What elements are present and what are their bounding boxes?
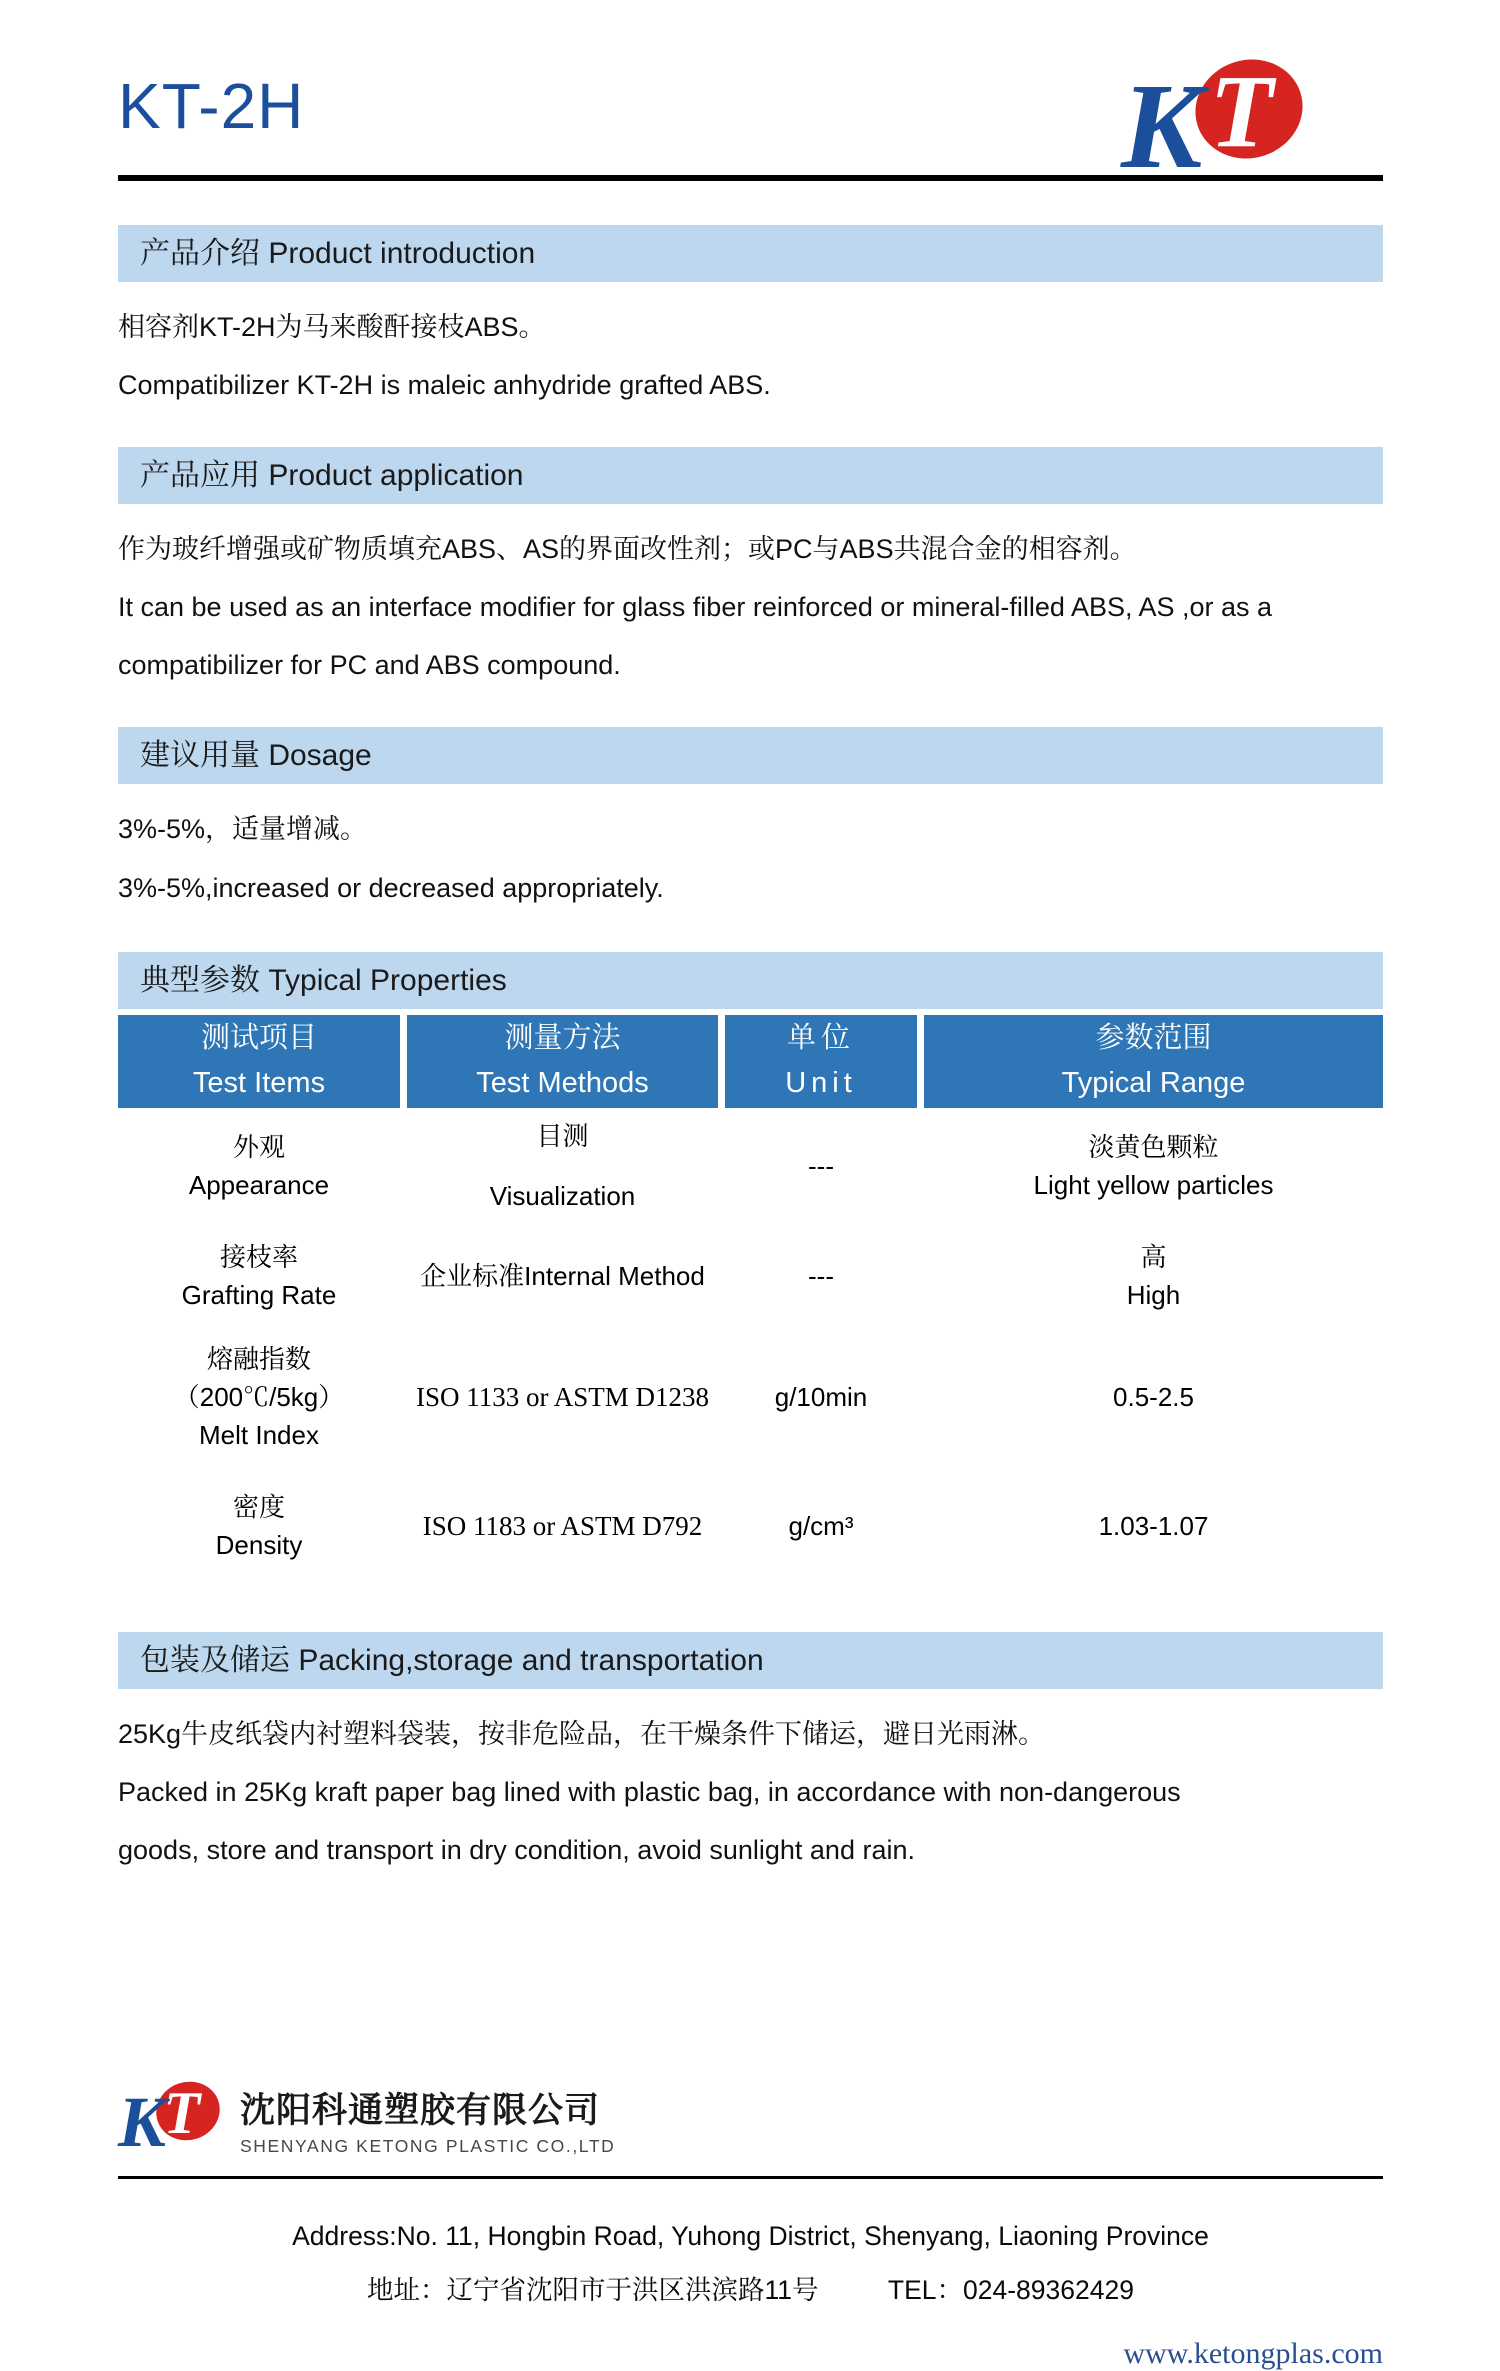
packing-text-en-2: goods, store and transport in dry condition, avoid sunlight and rain. <box>118 1834 915 1865</box>
application-heading: 产品应用 Product application <box>118 447 1383 504</box>
packing-text-zh: 25Kg牛皮纸袋内衬塑料袋装，按非危险品，在干燥条件下储运，避日光雨淋。 <box>118 1718 1046 1749</box>
cell-test-method: ISO 1133 or ASTM D1238 <box>415 1382 710 1413</box>
introduction-heading: 产品介绍 Product introduction <box>118 225 1383 282</box>
website-row <box>118 2337 1383 2371</box>
footer-brand <box>118 2080 1383 2160</box>
packing-heading: 包装及储运 Packing,storage and transportation <box>118 1632 1383 1689</box>
cell-method-en: Visualization <box>489 1180 636 1211</box>
column-header-zh: 测量方法 <box>504 1022 621 1055</box>
table-row-density <box>118 1468 1383 1586</box>
table-row-grafting-rate <box>118 1226 1383 1328</box>
dosage-heading: 建议用量 Dosage <box>118 727 1383 784</box>
cell-item-zh: 接枝率 <box>219 1241 298 1272</box>
address-zh: 地址：辽宁省沈阳市于洪区洪滨路11号 <box>367 2274 819 2305</box>
cell-range-zh: 高 <box>1140 1241 1167 1272</box>
address-en: Address:No. 11, Hongbin Road, Yuhong District, Shenyang, Liaoning Province <box>292 2220 1209 2251</box>
properties-table <box>118 1015 1383 1586</box>
column-header-en: Typical Range <box>1061 1067 1246 1100</box>
cell-item-zh: 密度 <box>232 1491 285 1522</box>
company-name-en: SHENYANG KETONG PLASTIC CO.,LTD <box>240 2135 616 2156</box>
cell-typical-range: 1.03-1.07 <box>1098 1510 1209 1541</box>
application-text-en-2: compatibilizer for PC and ABS compound. <box>118 650 621 681</box>
website-link[interactable]: www.ketongplas.com <box>1123 2336 1383 2370</box>
column-header-en: Unit <box>785 1067 857 1100</box>
introduction-text-en: Compatibilizer KT-2H is maleic anhydride grafted ABS. <box>118 370 771 401</box>
cell-item-zh: 外观 <box>232 1131 285 1162</box>
cell-item-en: Melt Index <box>199 1419 319 1450</box>
column-header-en: Test Items <box>192 1067 326 1100</box>
column-header-zh: 单位 <box>786 1022 855 1055</box>
page-footer <box>118 2080 1383 2371</box>
section-properties <box>118 952 1383 1586</box>
cell-test-item <box>118 1468 400 1586</box>
column-header-zh: 参数范围 <box>1095 1022 1212 1055</box>
column-header-zh: 测试项目 <box>200 1022 317 1055</box>
column-header-test-items <box>118 1015 400 1108</box>
section-introduction <box>118 225 1383 403</box>
cell-item-en: Grafting Rate <box>181 1279 337 1310</box>
dosage-text-en: 3%-5%,increased or decreased appropriately. <box>118 872 664 903</box>
company-name-zh: 沈阳科通塑胶有限公司 <box>240 2090 601 2130</box>
kt-logo-footer <box>118 2080 230 2160</box>
cell-test-method <box>407 1108 718 1226</box>
table-row-appearance <box>118 1108 1383 1226</box>
column-header-en: Test Methods <box>476 1067 649 1100</box>
application-text-en-1: It can be used as an interface modifier for glass fiber reinforced or mineral-filled ABS, AS ,or as a <box>118 592 1273 623</box>
section-dosage <box>118 727 1383 905</box>
logo-letter-k: K <box>1121 59 1203 194</box>
cell-typical-range <box>924 1226 1383 1328</box>
cell-unit: --- <box>808 1260 834 1291</box>
company-names <box>240 2083 615 2157</box>
cell-item-zh: 熔融指数 <box>206 1344 311 1375</box>
packing-text-en-1: Packed in 25Kg kraft paper bag lined with plastic bag, in accordance with non-dangerous <box>118 1776 1181 1807</box>
column-header-test-methods <box>407 1015 718 1108</box>
cell-unit: g/10min <box>774 1381 868 1412</box>
cell-item-en: Appearance <box>188 1169 330 1200</box>
cell-unit: g/cm³ <box>788 1510 854 1541</box>
properties-table-header-row <box>118 1015 1383 1108</box>
cell-range-en: Light yellow particles <box>1033 1169 1274 1200</box>
table-row-melt-index <box>118 1328 1383 1468</box>
column-header-typical-range <box>924 1015 1383 1108</box>
cell-range-en: High <box>1126 1279 1181 1310</box>
cell-item-zh2: （200℃/5kg） <box>173 1381 345 1412</box>
datasheet-page <box>118 0 1383 2371</box>
cell-test-item <box>118 1328 400 1468</box>
application-text-zh: 作为玻纤增强或矿物质填充ABS、AS的界面改性剂；或PC与ABS共混合金的相容剂。 <box>118 534 1137 565</box>
phone-number: TEL：024-89362429 <box>887 2274 1134 2305</box>
cell-test-item <box>118 1108 400 1226</box>
footer-divider <box>118 2176 1383 2179</box>
logo-letter-k: K <box>118 2081 167 2162</box>
logo-letter-t: T <box>1209 54 1273 169</box>
introduction-text-zh: 相容剂KT-2H为马来酸酐接枝ABS。 <box>118 312 546 342</box>
section-application <box>118 447 1383 683</box>
cell-item-en: Density <box>215 1529 303 1560</box>
kt-logo <box>1121 54 1311 194</box>
cell-range-zh: 淡黄色颗粒 <box>1088 1131 1219 1162</box>
cell-test-method: 企业标准Internal Method <box>420 1260 705 1291</box>
column-header-unit <box>725 1015 917 1108</box>
cell-test-method: ISO 1183 or ASTM D792 <box>422 1511 703 1542</box>
cell-test-item <box>118 1226 400 1328</box>
page-header <box>118 0 1383 194</box>
cell-typical-range <box>924 1108 1383 1226</box>
cell-method-zh: 目测 <box>536 1120 589 1151</box>
logo-letter-t: T <box>163 2079 200 2146</box>
cell-typical-range: 0.5-2.5 <box>1113 1381 1194 1412</box>
section-packing <box>118 1632 1383 1868</box>
address-contact-row <box>118 2268 1383 2307</box>
properties-heading: 典型参数 Typical Properties <box>118 952 1383 1009</box>
dosage-text-zh: 3%-5%，适量增减。 <box>118 814 368 845</box>
product-title: KT-2H <box>118 70 305 142</box>
cell-unit: --- <box>808 1150 834 1181</box>
